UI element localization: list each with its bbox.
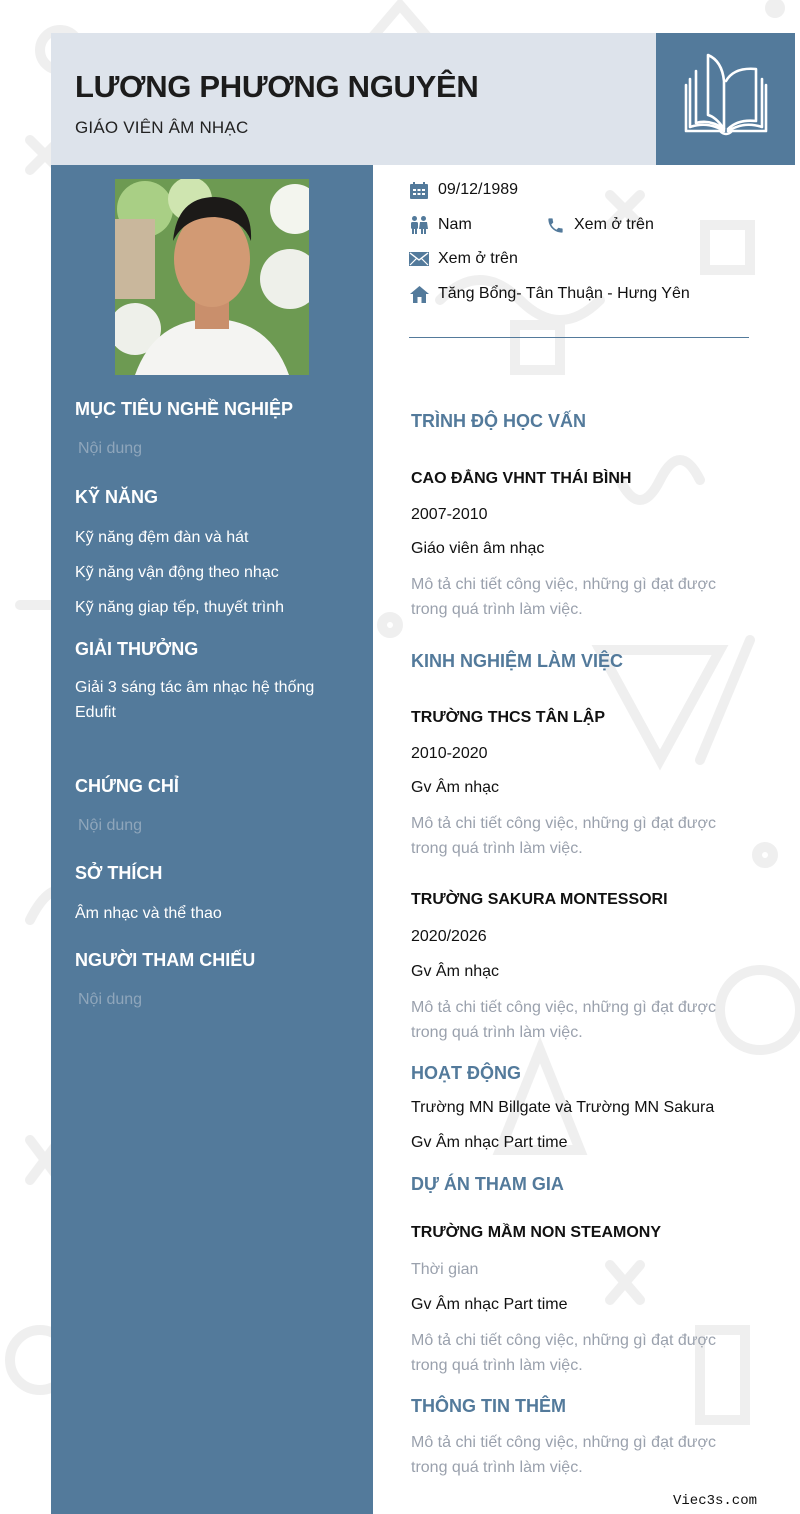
references-title: NGƯỜI THAM CHIẾU (75, 950, 256, 970)
education-period: 2007-2010 (411, 506, 488, 523)
awards-section (75, 639, 357, 725)
sidebar (51, 165, 373, 1514)
hobbies-title: SỞ THÍCH (75, 863, 163, 883)
project-name: TRƯỜNG MẦM NON STEAMONY (411, 1224, 662, 1241)
experience-position: Gv Âm nhạc (411, 963, 500, 980)
contact-gender (409, 215, 472, 235)
calendar-icon (409, 180, 429, 200)
education-major: Giáo viên âm nhạc (411, 540, 545, 557)
skills-title: KỸ NĂNG (75, 487, 159, 507)
objective-section (75, 399, 357, 458)
skill-item: Kỹ năng vận động theo nhạc (75, 564, 279, 581)
activity-item: Gv Âm nhạc Part time (411, 1134, 568, 1151)
contact-divider (409, 337, 749, 338)
experience-description: Mô tả chi tiết công việc, những gì đạt được trong quá trình làm việc. (411, 999, 716, 1041)
skill-item: Kỹ năng giap tếp, thuyết trình (75, 599, 285, 616)
open-book-icon (678, 51, 774, 148)
cv-header (51, 33, 656, 165)
objective-content: Nội dung (78, 440, 143, 457)
projects-title: DỰ ÁN THAM GIA (411, 1174, 564, 1194)
objective-title: MỤC TIÊU NGHỀ NGHIỆP (75, 399, 294, 419)
references-content: Nội dung (78, 991, 143, 1008)
address-value: Tăng Bổng- Tân Thuận - Hưng Yên (438, 285, 690, 302)
additional-info-content: Mô tả chi tiết công việc, những gì đạt được trong quá trình làm việc. (411, 1434, 716, 1476)
certificates-content: Nội dung (78, 817, 143, 834)
project-description: Mô tả chi tiết công việc, những gì đạt được trong quá trình làm việc. (411, 1332, 716, 1374)
phone-value: Xem ở trên (574, 216, 654, 233)
experience-company: TRƯỜNG SAKURA MONTESSORI (411, 891, 668, 908)
hobbies-content: Âm nhạc và thể thao (75, 905, 222, 922)
certificates-section (75, 776, 357, 835)
education-title: TRÌNH ĐỘ HỌC VẤN (411, 411, 586, 431)
experience-position: Gv Âm nhạc (411, 779, 500, 796)
experience-title: KINH NGHIỆM LÀM VIỆC (411, 651, 624, 671)
experience-period: 2010-2020 (411, 745, 488, 762)
contact-birthday (409, 180, 518, 200)
awards-title: GIẢI THƯỞNG (75, 639, 199, 659)
activity-item: Trường MN Billgate và Trường MN Sakura (411, 1099, 715, 1116)
skills-section (75, 487, 357, 620)
awards-content: Giải 3 sáng tác âm nhạc hệ thống Edufit (75, 679, 315, 721)
contact-email (409, 249, 518, 269)
candidate-role: GIÁO VIÊN ÂM NHẠC (75, 118, 249, 137)
watermark: Viec3s.com (673, 1493, 758, 1509)
education-description: Mô tả chi tiết công việc, những gì đạt được trong quá trình làm việc. (411, 576, 716, 618)
home-icon (409, 284, 429, 304)
skill-item: Kỹ năng đệm đàn và hát (75, 529, 249, 546)
certificates-title: CHỨNG CHỈ (75, 776, 179, 796)
profile-photo (115, 179, 309, 375)
gender-icon (409, 215, 429, 235)
project-period: Thời gian (411, 1261, 479, 1278)
additional-info-title: THÔNG TIN THÊM (411, 1396, 566, 1416)
experience-description: Mô tả chi tiết công việc, những gì đạt được trong quá trình làm việc. (411, 815, 716, 857)
activities-title: HOẠT ĐỘNG (411, 1063, 521, 1083)
email-value: Xem ở trên (438, 250, 518, 267)
experience-period: 2020/2026 (411, 928, 487, 945)
project-role: Gv Âm nhạc Part time (411, 1296, 568, 1313)
phone-icon (545, 215, 565, 235)
education-school: CAO ĐẲNG VHNT THÁI BÌNH (411, 470, 632, 487)
candidate-name: LƯƠNG PHƯƠNG NGUYÊN (75, 69, 479, 104)
contact-address (409, 284, 690, 304)
birthday-value: 09/12/1989 (438, 181, 519, 198)
contact-phone (545, 215, 654, 235)
gender-value: Nam (438, 216, 472, 233)
references-section (75, 950, 357, 1009)
header-logo-box (656, 33, 795, 165)
envelope-icon (409, 249, 429, 269)
hobbies-section (75, 863, 357, 926)
experience-company: TRƯỜNG THCS TÂN LẬP (411, 709, 606, 726)
